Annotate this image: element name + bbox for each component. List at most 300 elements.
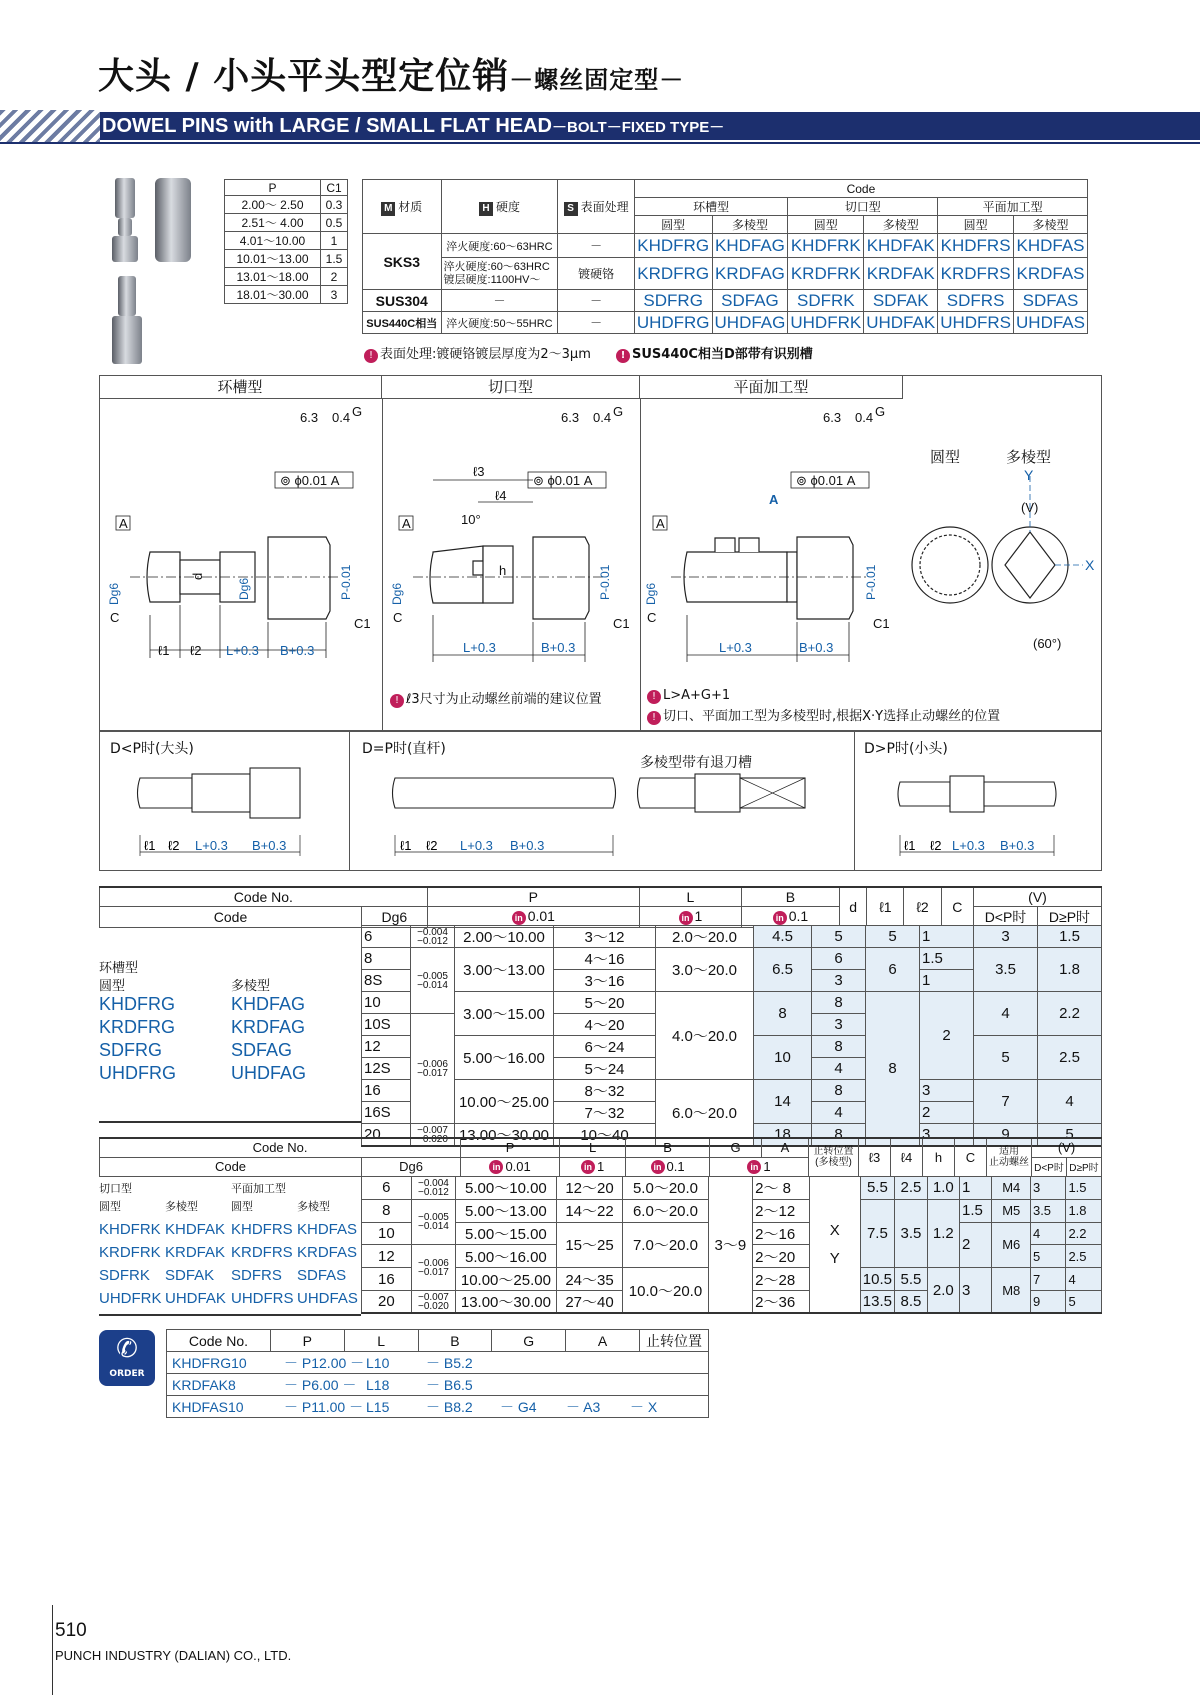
datum-a: A [402,516,411,531]
a-cell: 2～28 [753,1268,810,1291]
order-th: 止转位置 [639,1330,708,1352]
th-screw-2: 止动螺丝 [989,1157,1029,1169]
tol-cell [411,1199,456,1245]
th-p: P [461,1138,560,1157]
g-cell: 3～9 [708,1177,753,1314]
dim-l: L+0.3 [952,838,985,853]
dim-a: A [769,492,779,507]
th-a: A [762,1138,809,1157]
order-row [167,1396,709,1418]
surface-icon: S [564,202,578,216]
dim-l: L+0.3 [226,643,259,658]
l4-cell: 2.5 [895,1177,927,1200]
note-icon: ! [647,690,661,704]
screw-cell: M6 [992,1222,1031,1268]
perp-tolerance: ⊚ ϕ0.01 A [533,473,593,488]
title-en-sub: －BOLT－FIXED TYPE－ [552,119,725,136]
dim-dg6: Dg6 [237,577,251,600]
order-b: － B8.2 [426,1398,473,1415]
hardness-icon: H [479,202,493,216]
dg6-cell: 16 [362,1080,411,1102]
sec-header-3 [640,375,903,399]
l2-cell: 5 [866,926,920,948]
dim-l1: ℓ1 [158,643,170,658]
v1-cell: 3 [1030,1177,1065,1200]
dg6-cell: 6 [362,1177,412,1200]
l4-cell: 8.5 [895,1290,927,1313]
th-p: P [427,887,639,906]
order-th: B [418,1330,492,1352]
th-code: Code [100,906,362,927]
sub-label: 圆型 [231,1201,253,1213]
dg6-cell: 6 [362,926,411,948]
tol-cell [411,1245,456,1291]
c-cell: 2 [920,992,974,1080]
p-cell: 5.00～16.00 [455,1036,554,1080]
section-poly-label: 多棱型 [1006,448,1052,466]
code-item: SDFAS [297,1267,347,1284]
company-name: PUNCH INDUSTRY (DALIAN) CO., LTD. [55,1648,292,1663]
th-b-unit [626,1157,710,1176]
sub-label: 多棱型 [864,216,938,234]
code-item: UHDFAS [297,1290,358,1307]
surface-value: － [558,290,634,312]
note-text: ℓ3尺寸为止动螺丝前端的建议位置 [406,692,602,707]
type-label: 切口型 [99,1183,132,1195]
banner-rule [0,142,1200,144]
dim-l: L+0.3 [460,838,493,853]
dim-p: P-0.01 [864,564,878,600]
b-cell: 7.0～20.0 [623,1222,708,1268]
c1-cell: 3 [320,286,347,304]
p-cell: 5.00～13.00 [456,1199,556,1222]
b-cell: 6.0～20.0 [656,1080,754,1147]
v1-cell: 7 [974,1080,1038,1124]
material-name: SKS3 [363,234,442,290]
col-code: Code [634,180,1087,198]
sec-label: 切口型 [487,378,533,396]
h-cell: 2.0 [927,1268,959,1314]
sub-label: 圆型 [938,216,1014,234]
p-cell: 13.00～30.00 [455,1124,554,1147]
order-code: KHDFRG10 [172,1354,247,1371]
note-icon: ! [390,694,404,708]
th-dg6: Dg6 [362,906,428,927]
th-ga-unit [710,1157,809,1176]
col-material-label: 材质 [398,199,423,214]
v1-cell: 9 [974,1124,1038,1147]
title-banner [100,112,1200,140]
note-text: SUS440C相当D部带有识别槽 [632,347,813,362]
th-l: L [560,1138,626,1157]
code-cell: KRDFRS [938,258,1014,290]
order-l: L10 [366,1354,390,1371]
dim-l2: ℓ2 [190,643,202,658]
l4-cell: 3.5 [895,1199,927,1267]
table-rule [99,1121,361,1123]
p-cell: 5.00～15.00 [456,1222,556,1245]
b-cell: 4.0～20.0 [656,992,754,1080]
code-cell: SDFRK [788,290,864,312]
code-item: KHDFAK [165,1221,226,1238]
th-dltp: D<P时 [974,906,1038,927]
l1-cell: 4 [812,1102,866,1124]
roughness-label: 0.4 [332,410,351,425]
c1-cell: 0.3 [320,196,347,214]
code-cell: UHDFRG [634,312,712,334]
sub-label: 圆型 [99,1201,121,1213]
datum-a: A [656,516,665,531]
th-d: d [839,887,866,927]
stop-x: X [829,1221,840,1239]
note-text: 表面处理:镀硬铬镀层厚度为2～3μm [380,347,591,362]
material-note-1 [364,343,591,363]
th-c: C [941,887,973,927]
tol-lower: −0.012 [417,935,448,947]
header-stripes [0,110,100,142]
dim-b: B+0.3 [541,640,576,655]
dim-v: (V) [1021,500,1039,515]
v2-cell: 2.2 [1066,1222,1102,1245]
increment-icon: in [773,911,787,925]
unit: 0.01 [527,908,555,925]
unit: 0.1 [788,908,809,925]
c1-cell: 1.5 [320,250,347,268]
tol-upper: −0.006 [418,1257,449,1269]
code-cell: KHDFAG [712,234,788,258]
l4-cell: 5.5 [895,1268,927,1291]
screw-cell: M8 [992,1268,1031,1314]
dg6-cell: 8 [362,948,411,970]
d-cell: 14 [754,1080,812,1124]
groove-values [361,925,1102,1147]
code-item: KRDFRG [99,1017,175,1037]
v2-cell: 5 [1038,1124,1102,1147]
th-b: B [741,887,839,906]
order-badge-label: ORDER [109,1369,145,1379]
footer-rule [52,1605,53,1695]
code-item: SDFRS [231,1267,282,1284]
datum-a: A [119,516,128,531]
pin-collar [268,537,330,619]
th-b: B [626,1138,710,1157]
dim-h: h [499,563,507,578]
hardness-value: － [441,290,558,312]
l3-cell: 5.5 [860,1177,895,1200]
th-p-unit [427,906,639,927]
dim-dg6: Dg6 [644,582,658,605]
perp-tolerance: ⊚ ϕ0.01 A [796,473,856,488]
order-l: L15 [366,1398,390,1415]
v1-cell: 9 [1030,1290,1065,1313]
sec-header-2 [382,375,640,399]
code-cell: KRDFRK [788,258,864,290]
dg6-cell: 16S [362,1102,411,1124]
dg6-cell: 12S [362,1058,411,1080]
code-item: SDFAK [165,1267,215,1284]
code-cell: KHDFRS [938,234,1014,258]
axis-y: Y [1024,467,1034,483]
screw-cell: M4 [992,1177,1031,1200]
dg6-cell: 10 [362,1222,412,1245]
l-cell: 14～22 [556,1199,623,1222]
l-cell: 8～32 [554,1080,656,1102]
l-cell: 10～40 [554,1124,656,1147]
hardness-value [441,258,558,290]
g-label: G [352,404,363,419]
v1-cell: 5 [1030,1245,1065,1268]
v1-cell: 4 [974,992,1038,1036]
code-cell: KHDFAK [864,234,938,258]
col-hardness [441,180,558,234]
title-cn-sub: －螺丝固定型－ [509,66,685,94]
roughness-label: 6.3 [300,410,319,425]
c1-header-p: P [225,180,321,196]
dg6-cell: 10 [362,992,411,1014]
th-l2: ℓ2 [904,887,941,927]
c-cell: 2 [920,1102,974,1124]
pin-photo-1 [112,178,138,262]
note-text: 切口、平面加工型为多棱型时,根据X·Y选择止动螺丝的位置 [663,709,1001,724]
c1-cell: 2.51～ 4.00 [225,214,321,232]
order-g: － G4 [500,1398,537,1415]
l1-cell: 4 [812,1058,866,1080]
hardness-value: 淬火硬度:50～55HRC [441,312,558,334]
cross-sections [905,462,1100,662]
dim-p: P-0.01 [339,564,353,600]
l3-cell: 10.5 [860,1268,895,1291]
tol-upper: −0.007 [417,1124,448,1136]
stop-cell [809,1177,860,1314]
pin-collar [533,537,589,619]
dim-c1: C1 [613,616,630,631]
g-label: G [613,404,624,419]
dim-l4: ℓ4 [495,488,507,503]
screw-cell: M5 [992,1199,1031,1222]
pin-cut [483,546,513,603]
th-g: G [710,1138,762,1157]
tol-upper: −0.005 [417,970,448,982]
v1-cell: 5 [974,1036,1038,1080]
l-cell: 3～12 [554,926,656,948]
b-cell: 6.0～20.0 [623,1199,708,1222]
perp-tolerance: ⊚ ϕ0.01 A [280,473,340,488]
dg6-cell: 8 [362,1199,412,1222]
sub-label: 多棱型 [165,1201,198,1213]
sec-label: 环槽型 [217,378,263,396]
th-codeno: Code No. [100,887,428,906]
d-cell: 8 [754,992,812,1036]
tol-cell [411,1014,455,1124]
dim-dg6: Dg6 [107,582,121,605]
th-l4: ℓ4 [891,1138,923,1176]
tol-upper: −0.007 [418,1291,449,1303]
c1-cell: 18.01～30.00 [225,286,321,304]
increment-icon: in [679,911,693,925]
code-item: UHDFRS [231,1290,294,1307]
code-item: SDFRG [99,1040,162,1060]
c1-cell: 4.01～10.00 [225,232,321,250]
d-cell: 4.5 [754,926,812,948]
th-codeno: Code No. [100,1138,461,1157]
code-item: KHDFAG [231,994,306,1014]
dim-b: B+0.3 [1000,838,1035,853]
title-en: DOWEL PINS with LARGE / SMALL FLAT HEAD [102,115,552,137]
dim-b: B+0.3 [280,643,315,658]
p-cell: 5.00～10.00 [456,1177,556,1200]
dim-l2: ℓ2 [426,838,438,853]
tol-upper: −0.004 [417,926,448,938]
roughness-label: 6.3 [823,410,842,425]
v1-cell: 3.5 [974,948,1038,992]
material-name: SUS440C相当 [363,312,442,334]
table-rule [99,1314,361,1316]
type-label: 平面加工型 [231,1183,286,1195]
order-badge [99,1330,155,1386]
code-item: KHDFRK [99,1221,161,1238]
code-item: KHDFAS [297,1221,358,1238]
l1-cell: 6 [812,948,866,970]
th-screw [987,1138,1032,1176]
l-cell: 24～35 [556,1268,623,1291]
surface-value: － [558,312,634,334]
tol-cell [411,1290,456,1313]
c-cell: 3 [960,1268,992,1314]
order-th: G [492,1330,566,1352]
code-cell: UHDFAK [864,312,938,334]
order-row [167,1374,709,1396]
tol-lower: −0.014 [417,979,448,991]
tol-cell [411,926,455,948]
dim-c1: C1 [873,616,890,631]
type-label: 环槽型 [99,960,139,975]
l1-cell: 8 [812,1080,866,1102]
code-cell: KRDFAS [1014,258,1088,290]
p-cell: 3.00～13.00 [455,948,554,992]
note-l3 [390,688,602,708]
round-codes [99,993,176,1085]
material-table [362,179,1088,334]
dim-c: C [393,610,403,625]
dim-b: B+0.3 [510,838,545,853]
code-item: UHDFAG [231,1063,307,1083]
unit: 1 [694,908,703,925]
th-l3: ℓ3 [859,1138,891,1176]
c-cell: 3 [920,1124,974,1147]
d-cell: 10 [754,1036,812,1080]
l-cell: 4～16 [554,948,656,970]
order-th: Code No. [167,1330,271,1352]
c1-header-c1: C1 [320,180,347,196]
a-cell: 2～16 [753,1222,810,1245]
roughness-label: 0.4 [855,410,874,425]
order-b: － B6.5 [426,1376,473,1393]
dim-b: B+0.3 [252,838,287,853]
th-dltp: D<P时 [1032,1157,1067,1176]
col-surface [558,180,634,234]
order-stop: － X [630,1398,658,1415]
c-cell: 1 [920,926,974,948]
l-cell: 12～20 [556,1177,623,1200]
increment-icon: in [651,1160,665,1174]
variant-straight: D=P时(直杆) [362,741,446,757]
pin-shank [684,552,787,602]
v1-cell: 3.5 [1030,1199,1065,1222]
c1-cell: 13.01～18.00 [225,268,321,286]
th-stop [809,1138,859,1176]
col-material [363,180,442,234]
v2-cell: 1.5 [1066,1177,1102,1200]
tol-lower: −0.020 [417,1133,448,1145]
th-dgep: D≥P时 [1067,1157,1102,1176]
group-label: 切口型 [788,198,938,216]
sub-label: 圆型 [788,216,864,234]
unit: 1 [596,1158,605,1174]
increment-icon: in [512,911,526,925]
cut-flat-code-list [99,1176,361,1314]
phone-icon: ✆ [116,1334,138,1364]
order-code: KRDFAK8 [172,1376,236,1393]
roughness-label: 6.3 [561,410,580,425]
dg6-cell: 12 [362,1036,411,1058]
dim-b: B+0.3 [799,640,834,655]
l2-cell: 6 [866,948,920,992]
l1-cell: 8 [812,1124,866,1147]
tol-lower: −0.014 [418,1221,449,1233]
l1-cell: 3 [812,970,866,992]
b-cell: 3.0～20.0 [656,948,754,992]
a-cell: 2～12 [753,1199,810,1222]
th-b-unit [741,906,839,927]
a-cell: 2～36 [753,1290,810,1313]
v1-cell: 4 [1030,1222,1065,1245]
dim-angle: 10° [461,512,481,527]
th-code: Code [100,1157,362,1176]
dim-l: L+0.3 [463,640,496,655]
note-icon: ! [647,711,661,725]
d-cell: 18 [754,1124,812,1147]
order-th: L [344,1330,418,1352]
note-xy [647,705,1000,725]
dim-dg6: Dg6 [390,582,404,605]
l2-cell: 8 [866,992,920,1147]
l3-cell: 7.5 [860,1199,895,1267]
c1-cell: 10.01～13.00 [225,250,321,268]
dim-l2: ℓ2 [930,838,942,853]
p-cell: 10.00～25.00 [456,1268,556,1291]
code-item: KRDFRK [99,1244,161,1261]
c-cell: 1 [920,970,974,992]
dg6-cell: 20 [362,1290,412,1313]
th-screw-1: 适用 [999,1146,1019,1158]
unit: 0.01 [505,1158,531,1174]
group-label: 环槽型 [634,198,788,216]
material-note-2 [616,343,813,363]
dim-l: L+0.3 [195,838,228,853]
material-icon: M [381,202,395,216]
code-item: UHDFRK [99,1290,162,1307]
l3-cell: 13.5 [860,1290,895,1313]
code-cell: SDFRG [634,290,712,312]
group-label: 平面加工型 [938,198,1088,216]
hardness-line2: 镀层硬度:1100HV～ [443,273,541,286]
l1-cell: 8 [812,992,866,1014]
c-cell: 1.5 [920,948,974,970]
h-cell: 1.2 [927,1199,959,1267]
v2-cell: 1.8 [1038,948,1102,992]
dg6-cell: 16 [362,1268,412,1291]
unit: 1 [763,1158,771,1174]
